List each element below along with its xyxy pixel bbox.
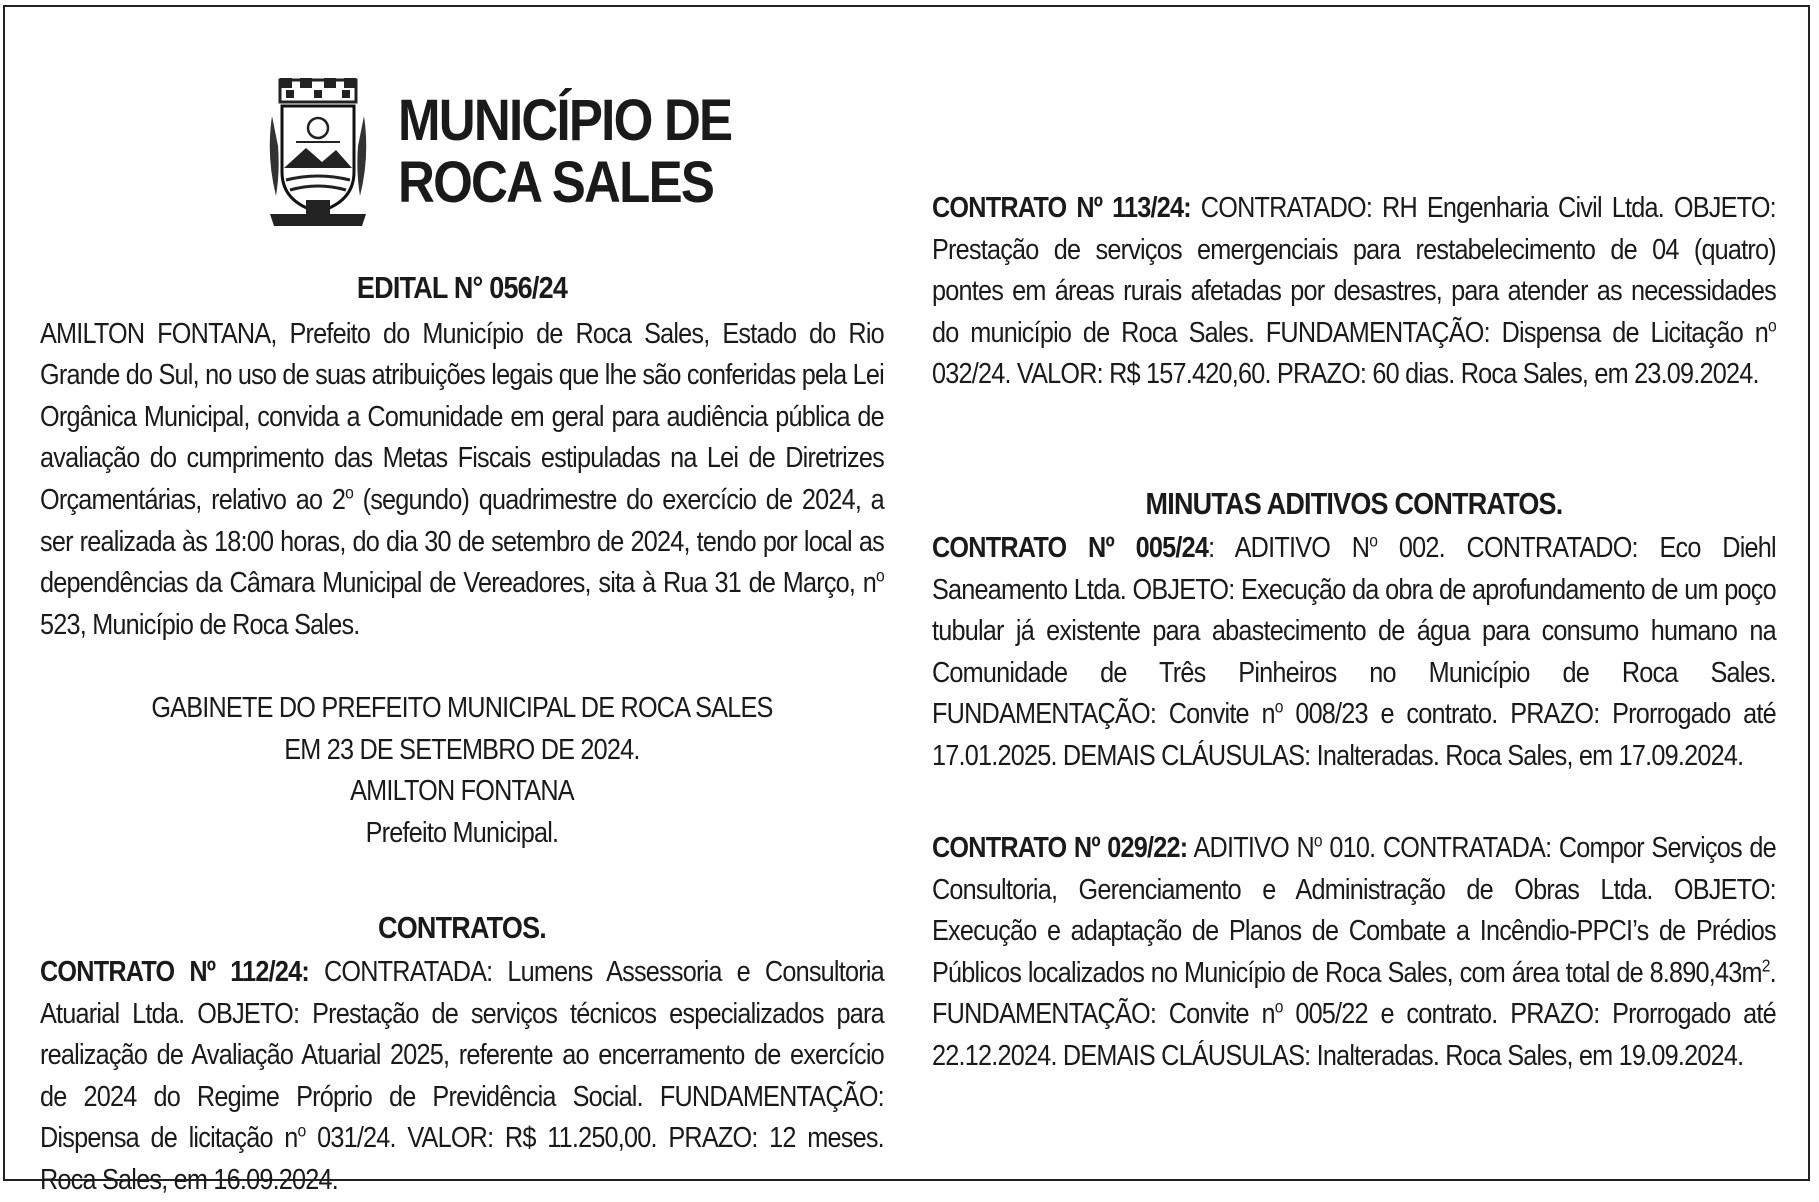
edital-text-1: AMILTON FONTANA, Prefeito do Município de Roca Sales, Estado do Rio Grande do Sul, no uso de suas atribuições legais que lhe são conferidas pela Lei Orgânica Municipal, convida a Comunidade em geral para audiência pública de avaliação do cumprimento das Metas Fiscais estipuladas na Lei de Diretrizes Orçamentárias, relativo ao 2 <box>40 317 884 516</box>
contrato-005-sup-1: o <box>1369 530 1378 551</box>
minutas-heading: MINUTAS ADITIVOS CONTRATOS. <box>1145 486 1563 521</box>
signature-line-4: Prefeito Municipal. <box>365 816 559 849</box>
contrato-029-text: ADITIVO N <box>1187 832 1314 864</box>
title-line-1: MUNICÍPIO DE <box>398 88 732 153</box>
contrato-112-label: CONTRATO Nº 112/24: <box>40 956 309 988</box>
contrato-112-sup: o <box>297 1120 306 1141</box>
contrato-005-sup-2: o <box>1274 696 1283 717</box>
municipality-header <box>266 76 732 236</box>
title-line-2: ROCA SALES <box>398 150 714 215</box>
signature-line-2: EM 23 DE SETEMBRO DE 2024. <box>284 733 640 766</box>
contratos-heading: CONTRATOS. <box>378 910 546 945</box>
contrato-112 <box>40 952 884 1196</box>
contrato-005-text-3: 008/23 e contrato. PRAZO: Prorrogado até 17.01.2025. DEMAIS CLÁUSULAS: Inalteradas. Roca Sales, em 17.09.2024. <box>932 698 1776 772</box>
signature-line-1: GABINETE DO PREFEITO MUNICIPAL DE ROCA SALES <box>151 692 773 724</box>
contrato-005-label: CONTRATO Nº 005/24 <box>932 532 1209 564</box>
contrato-112-text: CONTRATADA: Lumens Assessoria e Consultoria Atuarial Ltda. OBJETO: Prestação de serviços técnicos especializados para realização de Avaliação Atuarial 2025, referente ao encerramento de exercício de 2024 do Regime Próprio de Previdência Social. FUNDAMENTAÇÃO: Dispensa de licitação n <box>40 956 884 1155</box>
contrato-005-text: : ADITIVO N <box>1208 532 1370 564</box>
contrato-029 <box>932 828 1776 1078</box>
contrato-113 <box>932 188 1776 396</box>
edital-text-3: 523, Município de Roca Sales. <box>40 608 360 641</box>
contrato-029-label: CONTRATO Nº 029/22: <box>932 832 1188 864</box>
edital-heading: EDITAL N° 056/24 <box>356 270 568 305</box>
contrato-029-sup-3: o <box>1274 996 1283 1017</box>
contrato-113-text-2: 032/24. VALOR: R$ 157.420,60. PRAZO: 60 dias. Roca Sales, em 23.09.2024. <box>932 358 1759 391</box>
contrato-029-text-3: . FUNDAMENTAÇÃO: Convite n <box>932 956 1776 1031</box>
contrato-113-label: CONTRATO Nº 113/24: <box>932 192 1191 224</box>
municipality-title <box>398 90 731 214</box>
contrato-029-text-2: 010. CONTRATADA: Compor Serviços de Consultoria, Gerenciamento e Administração de Obras Ltda. OBJETO: Execução e adaptação de Planos de Combate a Incêndio-PPCI’s de Prédios Públicos localizados no Município de Roca Sales, com área total de 8.890,43m <box>932 832 1776 989</box>
contrato-029-sup-1: o <box>1313 830 1322 851</box>
edital-body <box>40 272 884 646</box>
edital-text-2: (segundo) quadrimestre do exercício de 2024, a ser realizada às 18:00 horas, do dia 30 de setembro de 2024, tendo por local as dependências da Câmara Municipal de Vereadores, sita à Rua 31 de Março, n <box>40 483 884 600</box>
contrato-005-text-2: 002. CONTRATADO: Eco Diehl Saneamento Ltda. OBJETO: Execução da obra de aprofundamento de um poço tubular já existente para abastecimento de água para consumo humano na Comunidade de Três Pinheiros no Município de Roca Sales. FUNDAMENTAÇÃO: Convite n <box>932 532 1776 731</box>
contrato-029-text-4: 005/22 e contrato. PRAZO: Prorrogado até 22.12.2024. DEMAIS CLÁUSULAS: Inalteradas. Roca Sales, em 19.09.2024. <box>932 998 1776 1072</box>
coat-of-arms-icon <box>266 76 370 232</box>
contrato-113-text: CONTRATADO: RH Engenharia Civil Ltda. OBJETO: Prestação de serviços emergenciais para restabelecimento de 04 (quatro) pontes em áreas rurais afetadas por desastres, para atender as necessidades do município de Roca Sales. FUNDAMENTAÇÃO: Dispensa de Licitação n <box>932 192 1776 349</box>
contrato-113-sup: o <box>1767 315 1776 336</box>
contrato-112-text-2: 031/24. VALOR: R$ 11.250,00. PRAZO: 12 meses. Roca Sales, em 16.09.2024. <box>40 1122 884 1196</box>
edital-sup-1: o <box>345 482 353 503</box>
edital-signature <box>40 688 884 854</box>
signature-line-3: AMILTON FONTANA <box>350 775 574 808</box>
edital-sup-2: o <box>875 565 884 586</box>
contrato-029-sup-2: 2 <box>1761 955 1770 976</box>
contrato-005 <box>932 528 1776 778</box>
